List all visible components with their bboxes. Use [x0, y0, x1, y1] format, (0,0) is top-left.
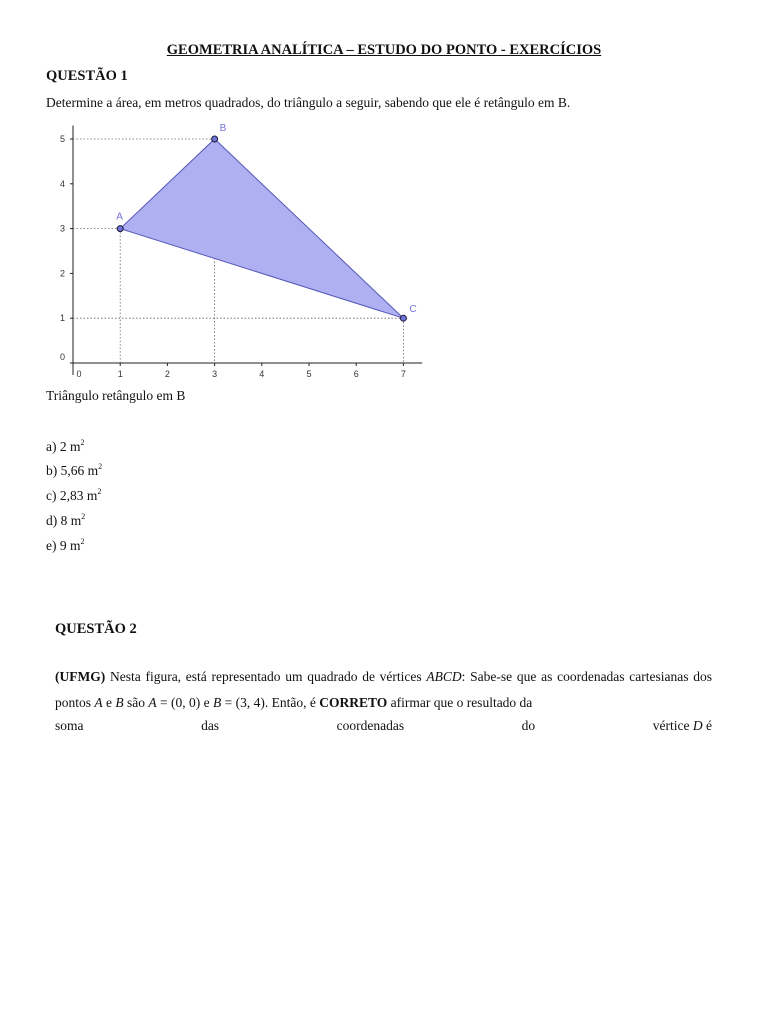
x-tick-label: 1: [117, 369, 123, 379]
vertex-c: [400, 315, 406, 321]
x-tick-label: 2: [164, 369, 170, 379]
page-title: GEOMETRIA ANALÍTICA – ESTUDO DO PONTO - EXERCÍCIOS: [166, 42, 602, 58]
figure-caption: Triângulo retângulo em B: [46, 388, 186, 403]
question-1-statement: Determine a área, em metros quadrados, do triângulo a seguir, sabendo que ele é retângulo em B.: [46, 95, 571, 110]
triangle-abc: [120, 139, 403, 318]
y-tick-label: 1: [59, 313, 65, 324]
option-a: a) 2 $m^2$: [46, 438, 85, 454]
y-tick-label: 3: [59, 223, 65, 234]
option-e: e) 9 $m^2$: [46, 537, 85, 553]
vertex-label-a: A: [116, 211, 123, 223]
y-tick-label: 5: [59, 134, 65, 144]
question-2-last-line: soma das coordenadas do vértice D é: [55, 718, 712, 733]
y-tick-label: 4: [59, 178, 65, 189]
x-tick-label: 6: [353, 369, 359, 379]
option-b: b) 5,66 $m^2$: [46, 462, 103, 478]
x-tick-label: 0: [76, 369, 82, 379]
x-tick-label: 4: [259, 369, 265, 379]
vertex-label-b: B: [219, 123, 227, 134]
x-tick-label: 7: [400, 369, 406, 379]
vertex-a: [117, 226, 123, 232]
question-1-heading: QUESTÃO 1: [46, 68, 128, 84]
x-tick-label: 5: [306, 369, 312, 379]
option-c: c) 2,83 $m^2$: [46, 487, 102, 503]
question-2-text: (UFMG) Nesta figura, está representado um quadrado de vértices ABCD: Sabe-se que as coordenadas cartesianas dos pontos A e B são A = (0, 0) e B = (3, 4). Então, é CORRETO afirmar que o resultado da: [55, 669, 713, 710]
x-tick-label: 3: [212, 369, 218, 379]
vertex-label-c: C: [409, 304, 417, 316]
y-tick-label: 2: [59, 268, 65, 279]
vertex-b: [212, 136, 218, 142]
y-tick-label: 0: [59, 352, 65, 362]
question-2-heading: QUESTÃO 2: [55, 621, 137, 637]
source-label: (UFMG): [55, 669, 106, 684]
option-d: d) 8 $m^2$: [46, 512, 86, 528]
triangle-graph: [48, 120, 428, 382]
